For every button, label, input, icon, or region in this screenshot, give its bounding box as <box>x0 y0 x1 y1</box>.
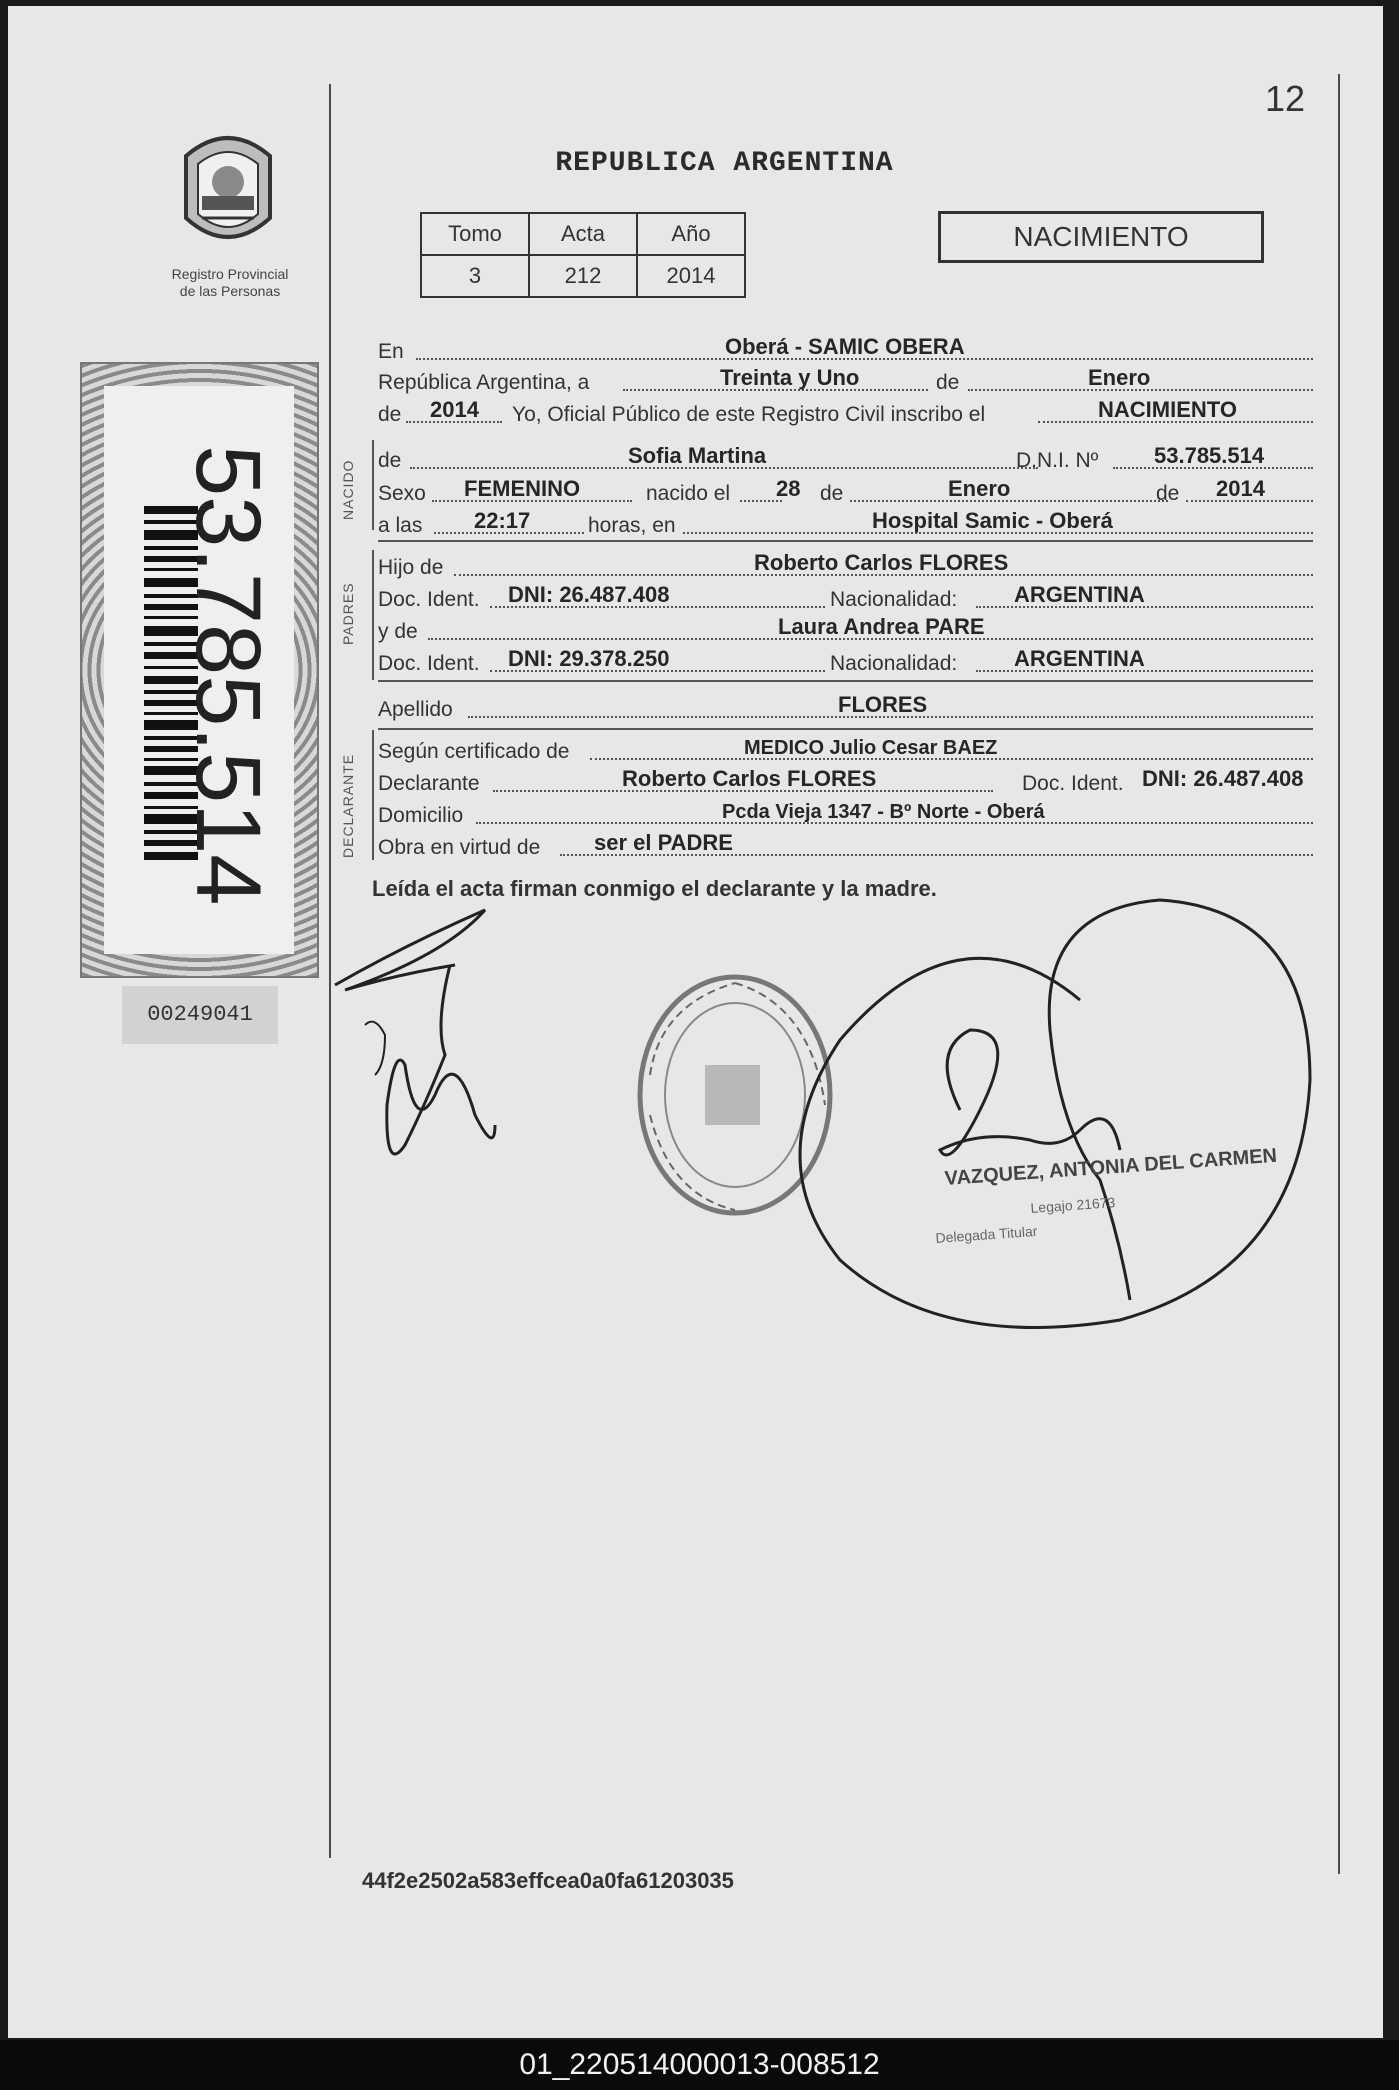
padres-bracket <box>372 550 374 680</box>
en-label: En <box>378 340 404 363</box>
en-value: Oberá - SAMIC OBERA <box>725 334 965 359</box>
officer-role-stamp: Delegada Titular <box>935 1222 1038 1246</box>
anio-header: Año <box>637 213 745 255</box>
nacido-bracket <box>372 440 374 530</box>
apellido-label: Apellido <box>378 698 453 721</box>
madre-value: Laura Andrea PARE <box>778 614 985 639</box>
row-en <box>378 336 1313 366</box>
row-apellido <box>378 694 1313 724</box>
row-segun <box>378 736 1313 766</box>
acta-header: Acta <box>529 213 637 255</box>
caption-line-2: de las Personas <box>179 283 281 299</box>
row-padre-doc <box>378 584 1313 614</box>
dni-label: D.N.I. Nº <box>1016 449 1099 472</box>
padre-value: Roberto Carlos FLORES <box>754 550 1009 575</box>
page-number: 12 <box>1265 78 1306 119</box>
row-obra <box>378 832 1313 862</box>
fecha-dia: Treinta y Uno <box>720 365 860 390</box>
fecha-anio: 2014 <box>430 397 479 422</box>
row-oficial <box>378 399 1313 429</box>
row-nombre <box>378 445 1313 475</box>
nacido-el-label: nacido el <box>646 482 731 505</box>
fecha-mes: Enero <box>1088 365 1151 390</box>
de5-label: de <box>1156 482 1180 505</box>
declarante-value: Roberto Carlos FLORES <box>622 766 877 791</box>
doc-ident2-label: Doc. Ident. <box>378 652 480 675</box>
doc-ident3-label: Doc. Ident. <box>1022 772 1124 795</box>
barcode-number: 53.785.514 <box>177 445 279 906</box>
hijo-de-label: Hijo de <box>378 556 444 579</box>
right-margin-line <box>1338 74 1340 1874</box>
section-label-padres: PADRES <box>340 582 356 645</box>
declarante-doc-value: DNI: 26.487.408 <box>1142 766 1304 791</box>
caption-line-1: Registro Provincial <box>171 266 289 282</box>
rule-3 <box>378 728 1313 730</box>
scan-id-footer: 01_220514000013-008512 <box>0 2040 1399 2090</box>
country-title-text: REPUBLICA ARGENTINA <box>555 148 894 179</box>
row-domicilio <box>378 800 1313 830</box>
signature-declarante <box>325 905 525 1185</box>
de3-label: de <box>378 449 402 472</box>
madre-doc-value: DNI: 29.378.250 <box>508 646 670 671</box>
country-title <box>0 148 1399 179</box>
domicilio-label: Domicilio <box>378 804 464 827</box>
row-sexo <box>378 478 1313 508</box>
padre-nac-value: ARGENTINA <box>1014 582 1145 607</box>
sexo-label: Sexo <box>378 482 426 505</box>
obra-value: ser el PADRE <box>594 830 733 855</box>
republica-label: República Argentina, a <box>378 371 590 394</box>
row-madre-doc <box>378 648 1313 678</box>
signature-officer <box>780 880 1320 1340</box>
madre-nac-value: ARGENTINA <box>1014 646 1145 671</box>
y-de-label: y de <box>378 620 418 643</box>
apellido-value: FLORES <box>838 692 928 717</box>
row-declarante <box>378 768 1313 798</box>
rule-2 <box>378 680 1313 682</box>
padre-doc-value: DNI: 26.487.408 <box>508 582 670 607</box>
acta-value: 212 <box>529 255 637 297</box>
province-seal-icon <box>172 126 284 262</box>
rule-1 <box>378 540 1313 542</box>
de-label: de <box>936 371 960 394</box>
serial-number: 00249041 <box>122 986 278 1044</box>
tomo-value: 3 <box>421 255 529 297</box>
sexo-value: FEMENINO <box>464 476 581 501</box>
nac-anio: 2014 <box>1216 476 1265 501</box>
document-hash: 44f2e2502a583effcea0a0fa61203035 <box>362 1868 734 1893</box>
declarante-label: Declarante <box>378 772 480 795</box>
registry-table <box>420 212 746 298</box>
a-las-label: a las <box>378 514 423 537</box>
segun-label: Según certificado de <box>378 740 570 763</box>
domicilio-value: Pcda Vieja 1347 - Bº Norte - Oberá <box>722 801 1045 823</box>
row-hora <box>378 510 1313 540</box>
inscribo-value: NACIMIENTO <box>1098 397 1237 422</box>
officer-legajo-stamp: Legajo 21673 <box>1030 1194 1116 1216</box>
doc-ident-label: Doc. Ident. <box>378 588 480 611</box>
horas-en-label: horas, en <box>588 514 676 537</box>
declarante-bracket <box>372 730 374 860</box>
nacionalidad2-label: Nacionalidad: <box>830 652 958 675</box>
dni-value: 53.785.514 <box>1154 443 1265 468</box>
section-label-nacido: NACIDO <box>340 459 356 520</box>
registry-caption <box>160 266 300 300</box>
row-hijo-de <box>378 552 1313 582</box>
nac-mes: Enero <box>948 476 1011 501</box>
row-republica <box>378 367 1313 397</box>
de2-label: de <box>378 403 402 426</box>
act-type-box: NACIMIENTO <box>938 211 1264 263</box>
tomo-header: Tomo <box>421 213 529 255</box>
section-label-declarante: DECLARANTE <box>340 753 356 858</box>
anio-value: 2014 <box>637 255 745 297</box>
hora-value: 22:17 <box>474 508 531 533</box>
oficial-text: Yo, Oficial Público de este Registro Civil inscribo el <box>512 403 986 426</box>
nac-dia: 28 <box>776 476 801 501</box>
nombre-value: Sofia Martina <box>628 443 767 468</box>
row-y-de <box>378 616 1313 646</box>
nacionalidad-label: Nacionalidad: <box>830 588 958 611</box>
obra-label: Obra en virtud de <box>378 836 541 859</box>
officer-name-stamp: VAZQUEZ, ANTONIA DEL CARMEN <box>944 1144 1278 1190</box>
lugar-value: Hospital Samic - Oberá <box>872 508 1113 533</box>
closing-statement: Leída el acta firman conmigo el declarante y la madre. <box>372 876 937 901</box>
de4-label: de <box>820 482 844 505</box>
certificado-value: MEDICO Julio Cesar BAEZ <box>744 737 998 759</box>
